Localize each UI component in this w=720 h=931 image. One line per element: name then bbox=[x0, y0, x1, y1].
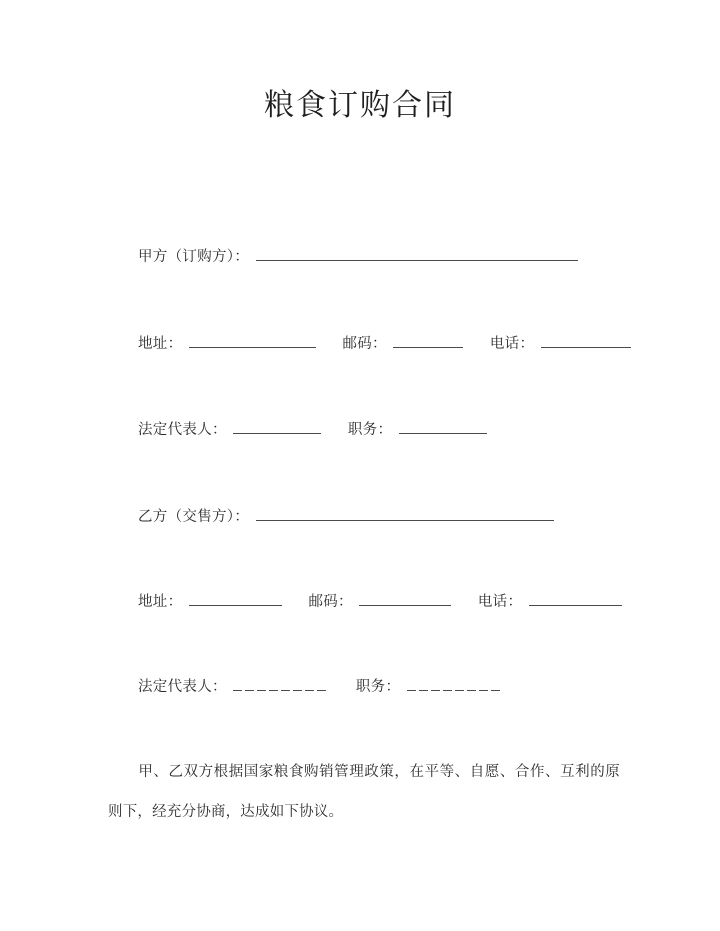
field-row-party-b-legal-rep bbox=[138, 675, 505, 696]
field-row-party-b-name bbox=[138, 505, 556, 526]
party-b-address-blank[interactable] bbox=[189, 591, 282, 606]
party-b-label: 乙方（交售方）： bbox=[138, 509, 250, 525]
preamble-line-1: 甲、乙双方根据国家粮食购销管理政策，在平等、自愿、合作、互 bbox=[138, 764, 576, 780]
party-b-postcode-blank[interactable] bbox=[359, 591, 451, 606]
party-a-address-blank[interactable] bbox=[189, 333, 316, 348]
party-b-position-label: 职务： bbox=[355, 679, 401, 695]
party-a-phone-blank[interactable] bbox=[541, 333, 631, 348]
preamble-paragraph bbox=[108, 752, 620, 832]
party-b-legal-rep-blank[interactable] bbox=[233, 677, 329, 691]
field-row-party-a-name bbox=[138, 245, 580, 266]
party-a-postcode-label: 邮码： bbox=[342, 336, 387, 352]
party-a-address-label: 地址： bbox=[138, 336, 183, 352]
field-row-party-a-contact bbox=[138, 332, 633, 353]
field-row-party-a-legal-rep bbox=[138, 418, 489, 439]
party-a-legal-rep-blank[interactable] bbox=[233, 419, 321, 434]
party-b-address-label: 地址： bbox=[138, 594, 183, 610]
document-title: 粮食订购合同 bbox=[264, 89, 456, 122]
party-a-legal-rep-label: 法定代表人： bbox=[138, 422, 227, 438]
party-b-position-blank[interactable] bbox=[407, 677, 503, 691]
field-row-party-b-contact bbox=[138, 590, 624, 611]
party-b-phone-label: 电话： bbox=[477, 594, 523, 610]
party-a-position-label: 职务： bbox=[347, 422, 393, 438]
party-a-name-blank[interactable] bbox=[256, 246, 578, 261]
party-b-postcode-label: 邮码： bbox=[308, 594, 353, 610]
party-a-phone-label: 电话： bbox=[489, 336, 535, 352]
preamble-line-2: 利的原则下，经充分协商，达成如下协议。 bbox=[108, 764, 620, 820]
party-a-label: 甲方（订购方）： bbox=[138, 249, 250, 265]
party-b-phone-blank[interactable] bbox=[529, 591, 622, 606]
party-a-postcode-blank[interactable] bbox=[393, 333, 463, 348]
party-b-name-blank[interactable] bbox=[256, 506, 554, 521]
party-a-position-blank[interactable] bbox=[399, 419, 487, 434]
party-b-legal-rep-label: 法定代表人： bbox=[138, 679, 227, 695]
